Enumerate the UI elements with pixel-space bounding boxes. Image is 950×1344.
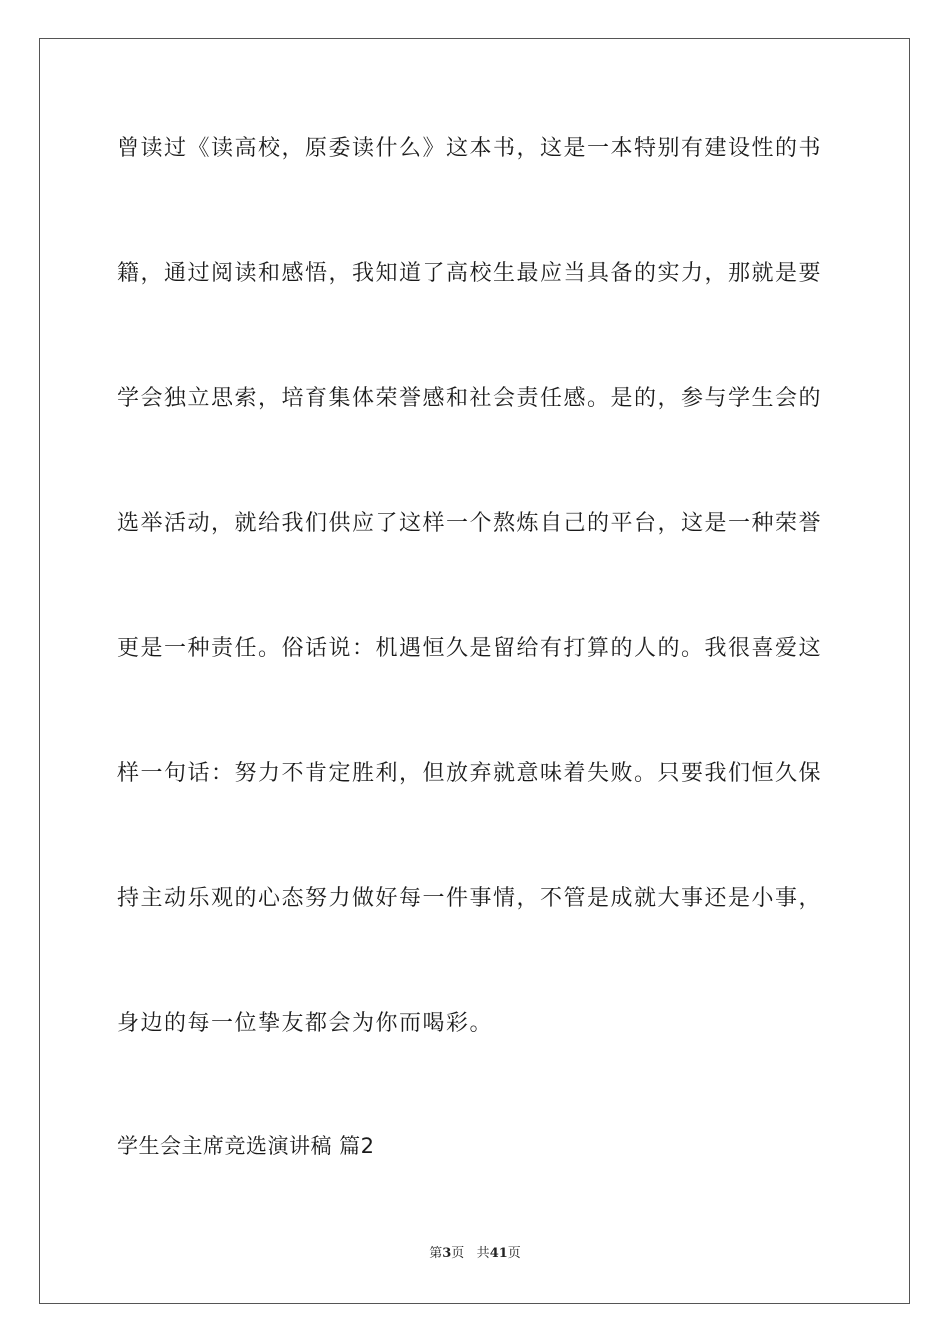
total-pages: 41: [489, 1246, 508, 1261]
paragraph-line-1: 曾读过《读高校，原委读什么》这本书，这是一本特别有建设性的书: [117, 136, 823, 161]
page-prefix: 第: [429, 1246, 443, 1261]
paragraph-line-8: 身边的每一位挚友都会为你而喝彩。: [117, 1011, 494, 1036]
page-number: 3: [442, 1246, 452, 1261]
paragraph-line-6: 样一句话：努力不肯定胜利，但放弃就意味着失败。只要我们恒久保: [117, 761, 823, 786]
page-border: [39, 38, 910, 1304]
section-heading: 学生会主席竞选演讲稿 篇2: [117, 1134, 375, 1158]
paragraph-line-4: 选举活动，就给我们供应了这样一个熬炼自己的平台，这是一种荣誉: [117, 511, 823, 536]
paragraph-line-7: 持主动乐观的心态努力做好每一件事情，不管是成就大事还是小事，: [117, 886, 823, 911]
paragraph-line-3: 学会独立思索，培育集体荣誉感和社会责任感。是的，参与学生会的: [117, 386, 823, 411]
total-suffix: 页: [507, 1246, 521, 1261]
total-prefix: 共: [476, 1246, 490, 1261]
paragraph-line-5: 更是一种责任。俗话说：机遇恒久是留给有打算的人的。我很喜爱这: [117, 636, 823, 661]
page-footer: [0, 1245, 950, 1263]
paragraph-line-2: 籍，通过阅读和感悟，我知道了高校生最应当具备的实力，那就是要: [117, 261, 823, 286]
page-suffix: 页: [451, 1246, 465, 1261]
